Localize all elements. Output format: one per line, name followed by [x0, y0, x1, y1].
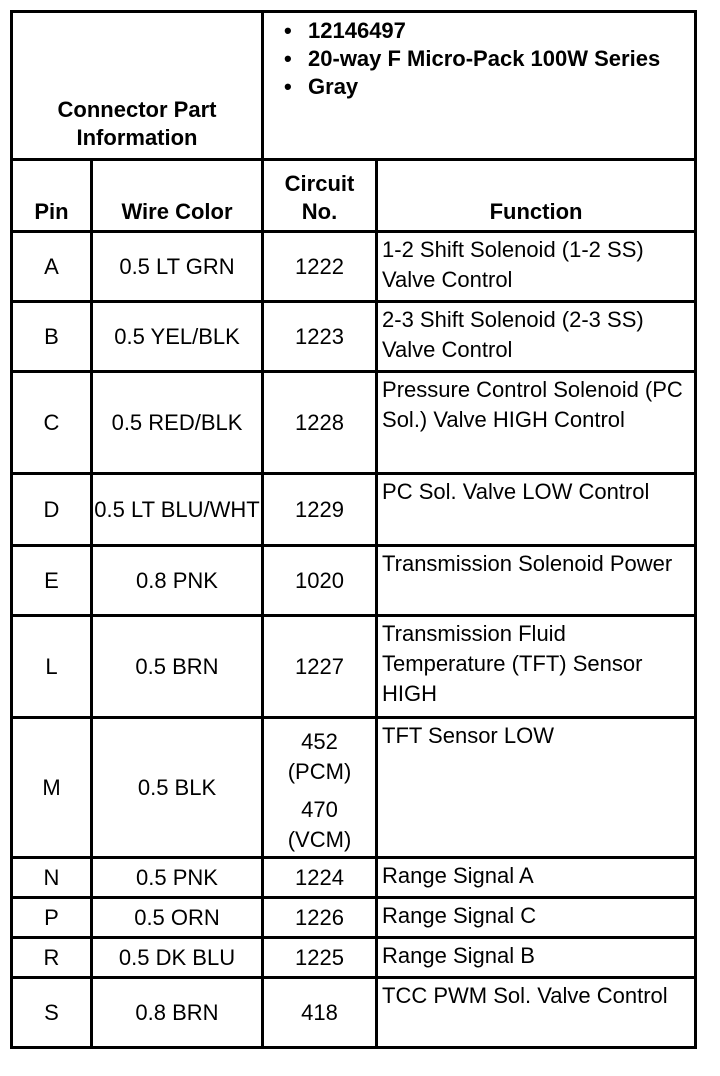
- circuit-line: 470: [301, 796, 338, 822]
- table-row: [12, 232, 696, 302]
- connector-info-row: [12, 12, 696, 160]
- circuit-line: (VCM): [287, 826, 352, 852]
- bullet-icon: •: [284, 74, 292, 99]
- circuit-line: 452: [301, 728, 338, 754]
- circuit-cell: [263, 718, 377, 858]
- circuit-header: Circuit No.: [263, 160, 377, 232]
- wire-color-cell: 0.5 PNK: [92, 858, 263, 898]
- circuit-cell: 1224: [263, 858, 377, 898]
- pin-cell: E: [12, 546, 92, 616]
- function-cell: TFT Sensor LOW: [377, 718, 696, 858]
- wire-color-cell: 0.5 RED/BLK: [92, 372, 263, 474]
- bullet-icon: •: [284, 46, 292, 71]
- connector-detail-item: • Gray: [284, 74, 359, 99]
- pin-cell: R: [12, 938, 92, 978]
- circuit-cell: 1020: [263, 546, 377, 616]
- circuit-cell: 418: [263, 978, 377, 1048]
- column-header-row: [12, 160, 696, 232]
- table-row: [12, 938, 696, 978]
- pin-cell: A: [12, 232, 92, 302]
- table-row: [12, 858, 696, 898]
- pin-cell: B: [12, 302, 92, 372]
- connector-table: [10, 10, 697, 1049]
- pin-cell: L: [12, 616, 92, 718]
- wire-color-cell: 0.8 PNK: [92, 546, 263, 616]
- wire-color-cell: 0.5 BRN: [92, 616, 263, 718]
- connector-table-sheet: [10, 10, 694, 1068]
- circuit-line: (PCM): [287, 758, 352, 784]
- table-row: [12, 474, 696, 546]
- circuit-cell: 1229: [263, 474, 377, 546]
- wire-color-cell: 0.5 ORN: [92, 898, 263, 938]
- wire-color-header: Wire Color: [92, 160, 263, 232]
- wire-color-cell: 0.5 YEL/BLK: [92, 302, 263, 372]
- function-header: Function: [377, 160, 696, 232]
- circuit-cell: 1225: [263, 938, 377, 978]
- wire-color-cell: 0.5 DK BLU: [92, 938, 263, 978]
- function-cell: Range Signal C: [377, 898, 696, 938]
- connector-part-info-label: [12, 12, 263, 160]
- function-cell: Range Signal A: [377, 858, 696, 898]
- table-row: [12, 546, 696, 616]
- circuit-cell: 1228: [263, 372, 377, 474]
- pin-cell: C: [12, 372, 92, 474]
- function-cell: Transmission Solenoid Power: [377, 546, 696, 616]
- circuit-cell: 1223: [263, 302, 377, 372]
- bullet-icon: •: [284, 18, 292, 43]
- function-cell: Transmission Fluid Temperature (TFT) Sensor HIGH: [377, 616, 696, 718]
- circuit-cell: 1226: [263, 898, 377, 938]
- function-cell: 2-3 Shift Solenoid (2-3 SS) Valve Control: [377, 302, 696, 372]
- table-row: [12, 372, 696, 474]
- function-cell: Range Signal B: [377, 938, 696, 978]
- connector-part-details: [263, 12, 696, 160]
- pin-rows: [12, 232, 696, 1048]
- connector-detail-item: • 20-way F Micro-Pack 100W Series: [284, 46, 661, 71]
- wire-color-cell: 0.8 BRN: [92, 978, 263, 1048]
- table-row: [12, 978, 696, 1048]
- function-cell: 1-2 Shift Solenoid (1-2 SS) Valve Control: [377, 232, 696, 302]
- pin-header: Pin: [12, 160, 92, 232]
- function-cell: PC Sol. Valve LOW Control: [377, 474, 696, 546]
- connector-detail-item: • 12146497: [284, 18, 406, 43]
- wire-color-cell: 0.5 LT BLU/WHT: [92, 474, 263, 546]
- connector-part-info-text: Connector Part Information: [57, 97, 217, 150]
- pin-cell: P: [12, 898, 92, 938]
- pin-cell: D: [12, 474, 92, 546]
- circuit-cell: 1222: [263, 232, 377, 302]
- table-row: [12, 898, 696, 938]
- pin-cell: M: [12, 718, 92, 858]
- table-row: [12, 718, 696, 858]
- table-row: [12, 302, 696, 372]
- function-cell: Pressure Control Solenoid (PC Sol.) Valve HIGH Control: [377, 372, 696, 474]
- table-row: [12, 616, 696, 718]
- pin-cell: S: [12, 978, 92, 1048]
- wire-color-cell: 0.5 LT GRN: [92, 232, 263, 302]
- pin-cell: N: [12, 858, 92, 898]
- circuit-cell: 1227: [263, 616, 377, 718]
- function-cell: TCC PWM Sol. Valve Control: [377, 978, 696, 1048]
- wire-color-cell: 0.5 BLK: [92, 718, 263, 858]
